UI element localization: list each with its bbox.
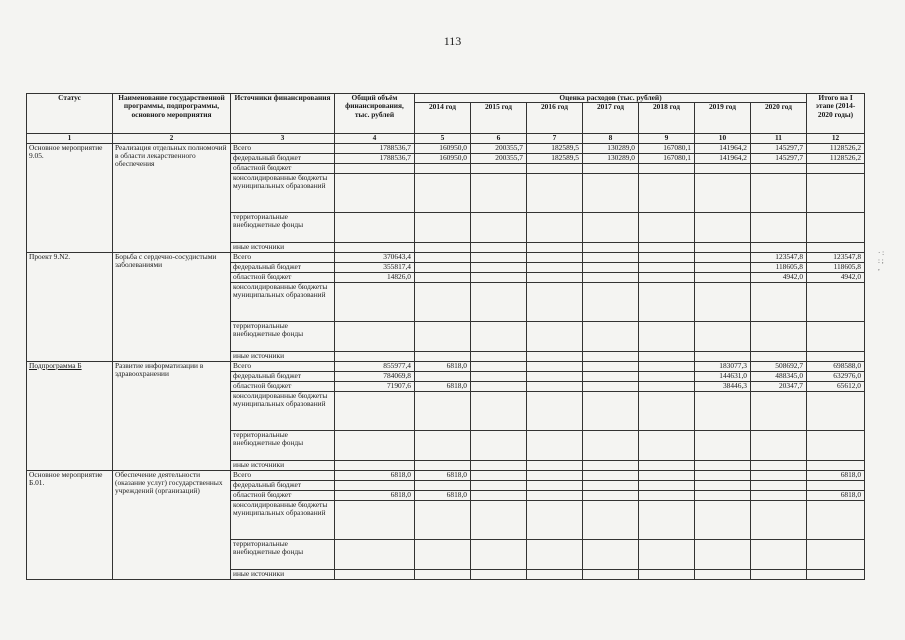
row-value — [639, 242, 695, 252]
row-value — [639, 460, 695, 470]
row-value — [415, 371, 471, 381]
row-source: федеральный бюджет — [231, 371, 335, 381]
row-value — [583, 242, 639, 252]
row-value — [415, 321, 471, 351]
row-value — [471, 371, 527, 381]
row-value — [583, 262, 639, 272]
row-value: 855977,4 — [335, 361, 415, 371]
row-value — [583, 460, 639, 470]
row-value: 6818,0 — [807, 490, 865, 500]
row-value — [751, 351, 807, 361]
row-value — [583, 391, 639, 430]
row-source: консолидированные бюджеты муниципальных образований — [231, 282, 335, 321]
row-value — [415, 539, 471, 569]
row-value — [639, 163, 695, 173]
row-value — [695, 391, 751, 430]
row-source: Всего — [231, 470, 335, 480]
header-row-1 — [27, 94, 865, 103]
row-value — [695, 252, 751, 262]
row-value — [751, 470, 807, 480]
row-value — [335, 321, 415, 351]
col-number: 7 — [527, 134, 583, 143]
row-value: 6818,0 — [415, 490, 471, 500]
header-year: 2019 год — [695, 103, 751, 134]
row-value — [695, 282, 751, 321]
col-number: 11 — [751, 134, 807, 143]
row-source: федеральный бюджет — [231, 262, 335, 272]
row-name: Реализация отдельных полномочий в области лекарственного обеспечения — [113, 143, 231, 252]
row-value: 355817,4 — [335, 262, 415, 272]
row-value — [583, 480, 639, 490]
row-source: иные источники — [231, 569, 335, 579]
row-value — [471, 490, 527, 500]
row-value — [751, 173, 807, 212]
row-value — [415, 173, 471, 212]
row-value — [527, 430, 583, 460]
row-value — [527, 480, 583, 490]
row-source: Всего — [231, 361, 335, 371]
col-number: 3 — [231, 134, 335, 143]
row-status: Основное мероприятие Б.01. — [27, 470, 113, 579]
row-value — [695, 272, 751, 282]
row-value: 6818,0 — [415, 361, 471, 371]
row-value: 6818,0 — [335, 470, 415, 480]
row-source: территориальные внебюджетные фонды — [231, 212, 335, 242]
row-value — [807, 500, 865, 539]
col-number: 8 — [583, 134, 639, 143]
header-stage-total: Итого на I этапе (2014-2020 годы) — [807, 94, 865, 134]
row-value — [527, 500, 583, 539]
row-value — [639, 173, 695, 212]
row-value — [471, 163, 527, 173]
row-value — [639, 272, 695, 282]
row-value — [335, 212, 415, 242]
row-value — [527, 381, 583, 391]
table-row — [27, 143, 865, 153]
row-value — [639, 490, 695, 500]
row-value — [751, 282, 807, 321]
row-value — [335, 163, 415, 173]
row-value — [471, 430, 527, 460]
row-value — [583, 539, 639, 569]
row-value: 118605,8 — [807, 262, 865, 272]
row-value — [415, 242, 471, 252]
row-value — [639, 212, 695, 242]
row-value — [639, 351, 695, 361]
row-value — [807, 173, 865, 212]
col-number: 6 — [471, 134, 527, 143]
row-value — [415, 460, 471, 470]
row-value — [527, 242, 583, 252]
row-value: 6818,0 — [415, 470, 471, 480]
row-value — [335, 173, 415, 212]
row-value — [583, 569, 639, 579]
row-value: 130289,0 — [583, 153, 639, 163]
row-source: иные источники — [231, 460, 335, 470]
row-value — [639, 391, 695, 430]
row-value — [751, 500, 807, 539]
row-value — [335, 351, 415, 361]
row-value — [695, 460, 751, 470]
row-value — [751, 460, 807, 470]
row-source: федеральный бюджет — [231, 480, 335, 490]
financing-table — [26, 93, 865, 580]
row-value — [415, 252, 471, 262]
row-value — [639, 480, 695, 490]
row-value: 182589,5 — [527, 153, 583, 163]
row-value — [695, 490, 751, 500]
row-value — [583, 430, 639, 460]
header-total: Общий объём финансирования, тыс. рублей — [335, 94, 415, 134]
row-value: 4942,0 — [807, 272, 865, 282]
row-value — [583, 252, 639, 262]
row-value — [527, 460, 583, 470]
col-number: 4 — [335, 134, 415, 143]
header-year: 2016 год — [527, 103, 583, 134]
row-value — [807, 569, 865, 579]
row-value: 123547,8 — [807, 252, 865, 262]
row-value: 144631,0 — [695, 371, 751, 381]
row-value — [583, 371, 639, 381]
row-value — [471, 282, 527, 321]
row-value — [695, 351, 751, 361]
row-value: 182589,5 — [527, 143, 583, 153]
row-source: иные источники — [231, 242, 335, 252]
row-value: 200355,7 — [471, 153, 527, 163]
row-value — [751, 163, 807, 173]
row-value — [583, 500, 639, 539]
row-value — [807, 321, 865, 351]
row-value: 38446,3 — [695, 381, 751, 391]
row-value: 160950,0 — [415, 143, 471, 153]
row-value — [583, 163, 639, 173]
row-value — [807, 282, 865, 321]
table-row — [27, 470, 865, 480]
header-year: 2015 год — [471, 103, 527, 134]
row-value — [471, 480, 527, 490]
row-value — [527, 321, 583, 351]
row-value: 200355,7 — [471, 143, 527, 153]
row-value: 1128526,2 — [807, 143, 865, 153]
row-value — [639, 430, 695, 460]
row-value — [527, 262, 583, 272]
row-value — [527, 391, 583, 430]
row-value: 118605,8 — [751, 262, 807, 272]
row-source: консолидированные бюджеты муниципальных образований — [231, 391, 335, 430]
row-value: 370643,4 — [335, 252, 415, 262]
row-value — [471, 500, 527, 539]
header-name: Наименование государственной программы, подпрограммы, основного мероприятия — [113, 94, 231, 134]
row-value: 6818,0 — [807, 470, 865, 480]
header-col-numbers — [27, 134, 865, 143]
row-value — [695, 500, 751, 539]
row-value — [807, 242, 865, 252]
row-value — [335, 569, 415, 579]
row-value — [335, 539, 415, 569]
row-value — [583, 282, 639, 321]
row-value — [471, 212, 527, 242]
row-value: 160950,0 — [415, 153, 471, 163]
col-number: 2 — [113, 134, 231, 143]
row-value — [471, 173, 527, 212]
row-status: Подпрограмма Б — [27, 361, 113, 470]
row-value: 167080,1 — [639, 143, 695, 153]
row-value — [695, 539, 751, 569]
row-value — [751, 242, 807, 252]
row-value — [695, 163, 751, 173]
row-value — [695, 480, 751, 490]
col-number: 5 — [415, 134, 471, 143]
row-value — [583, 490, 639, 500]
row-value — [751, 321, 807, 351]
row-value — [415, 500, 471, 539]
row-source: территориальные внебюджетные фонды — [231, 539, 335, 569]
row-value — [335, 480, 415, 490]
row-value — [527, 470, 583, 480]
row-source: консолидированные бюджеты муниципальных образований — [231, 500, 335, 539]
row-value — [751, 212, 807, 242]
row-value — [751, 430, 807, 460]
row-value — [415, 163, 471, 173]
row-value — [639, 252, 695, 262]
row-value — [807, 212, 865, 242]
row-value: 123547,8 — [751, 252, 807, 262]
row-value: 784069,8 — [335, 371, 415, 381]
row-value — [695, 569, 751, 579]
row-value — [807, 391, 865, 430]
row-value — [583, 321, 639, 351]
row-status: Проект 9.N2. — [27, 252, 113, 361]
row-value — [471, 539, 527, 569]
row-value — [471, 361, 527, 371]
header-year: 2017 год — [583, 103, 639, 134]
row-value — [639, 371, 695, 381]
row-value — [471, 460, 527, 470]
row-value — [471, 252, 527, 262]
row-value — [639, 539, 695, 569]
row-value — [639, 500, 695, 539]
row-value — [335, 391, 415, 430]
row-value — [695, 470, 751, 480]
row-value: 6818,0 — [415, 381, 471, 391]
row-value — [807, 430, 865, 460]
row-value — [639, 282, 695, 321]
row-value — [583, 173, 639, 212]
row-value — [639, 381, 695, 391]
row-value — [583, 212, 639, 242]
page-number: 113 — [443, 34, 462, 48]
col-number: 10 — [695, 134, 751, 143]
row-value: 141964,2 — [695, 143, 751, 153]
row-value: 167080,1 — [639, 153, 695, 163]
row-source: областной бюджет — [231, 163, 335, 173]
row-value: 1788536,7 — [335, 153, 415, 163]
table-row — [27, 361, 865, 371]
margin-marks: · : : ; , — [878, 249, 885, 273]
row-value — [415, 272, 471, 282]
row-value — [695, 430, 751, 460]
row-value — [751, 391, 807, 430]
row-value — [471, 351, 527, 361]
row-value — [583, 470, 639, 480]
row-value — [527, 351, 583, 361]
col-number: 12 — [807, 134, 865, 143]
row-value — [583, 272, 639, 282]
row-name: Борьба с сердечно-сосудистыми заболеваниями — [113, 252, 231, 361]
row-value — [527, 539, 583, 569]
row-value — [415, 262, 471, 272]
row-source: территориальные внебюджетные фонды — [231, 321, 335, 351]
row-value — [695, 242, 751, 252]
row-value — [471, 272, 527, 282]
row-value — [527, 361, 583, 371]
table-row — [27, 252, 865, 262]
row-value — [583, 381, 639, 391]
row-source: территориальные внебюджетные фонды — [231, 430, 335, 460]
row-value — [639, 361, 695, 371]
row-value: 6818,0 — [335, 490, 415, 500]
row-value — [527, 490, 583, 500]
row-value — [527, 282, 583, 321]
row-value — [527, 272, 583, 282]
header-status: Статус — [27, 94, 113, 134]
row-status: Основное мероприятие 9.05. — [27, 143, 113, 252]
row-value — [527, 173, 583, 212]
row-value — [471, 242, 527, 252]
row-value: 14826,0 — [335, 272, 415, 282]
row-value — [807, 480, 865, 490]
row-name: Обеспечение деятельности (оказание услуг) государственных учреждений (организаций) — [113, 470, 231, 579]
row-value: 698588,0 — [807, 361, 865, 371]
row-value: 71907,6 — [335, 381, 415, 391]
row-value — [583, 361, 639, 371]
row-source: Всего — [231, 143, 335, 153]
row-value — [471, 321, 527, 351]
row-value: 20347,7 — [751, 381, 807, 391]
row-value — [415, 430, 471, 460]
row-value: 4942,0 — [751, 272, 807, 282]
row-value — [471, 569, 527, 579]
row-value — [415, 282, 471, 321]
row-source: областной бюджет — [231, 381, 335, 391]
row-value: 145297,7 — [751, 143, 807, 153]
row-value — [415, 480, 471, 490]
row-value — [751, 539, 807, 569]
row-value: 1128526,2 — [807, 153, 865, 163]
row-value — [583, 351, 639, 361]
row-value — [807, 539, 865, 569]
col-number: 1 — [27, 134, 113, 143]
row-value — [751, 490, 807, 500]
row-value — [335, 430, 415, 460]
row-value — [807, 460, 865, 470]
row-value — [639, 262, 695, 272]
row-value: 632976,0 — [807, 371, 865, 381]
row-value — [471, 262, 527, 272]
row-value — [807, 163, 865, 173]
header-year: 2018 год — [639, 103, 695, 134]
row-source: консолидированные бюджеты муниципальных образований — [231, 173, 335, 212]
row-value — [415, 391, 471, 430]
row-value — [695, 262, 751, 272]
row-value: 1788536,7 — [335, 143, 415, 153]
row-value — [639, 569, 695, 579]
row-source: федеральный бюджет — [231, 153, 335, 163]
row-value — [335, 282, 415, 321]
row-value — [695, 321, 751, 351]
row-source: областной бюджет — [231, 490, 335, 500]
row-value: 141964,2 — [695, 153, 751, 163]
row-value — [639, 321, 695, 351]
row-value — [415, 569, 471, 579]
row-source: иные источники — [231, 351, 335, 361]
row-value — [527, 569, 583, 579]
row-value — [335, 500, 415, 539]
row-name: Развитие информатизации в здравоохранении — [113, 361, 231, 470]
row-value — [471, 381, 527, 391]
row-source: Всего — [231, 252, 335, 262]
row-value — [807, 351, 865, 361]
row-value — [335, 460, 415, 470]
row-value — [527, 163, 583, 173]
row-value — [639, 470, 695, 480]
row-value: 130289,0 — [583, 143, 639, 153]
row-value — [695, 212, 751, 242]
row-source: областной бюджет — [231, 272, 335, 282]
header-sources: Источники финансирования — [231, 94, 335, 134]
row-value — [751, 569, 807, 579]
row-value — [335, 242, 415, 252]
row-value — [415, 351, 471, 361]
header-year: 2020 год — [751, 103, 807, 134]
row-value — [695, 173, 751, 212]
row-value — [471, 470, 527, 480]
row-value: 65612,0 — [807, 381, 865, 391]
row-value: 145297,7 — [751, 153, 807, 163]
header-year: 2014 год — [415, 103, 471, 134]
row-value — [751, 480, 807, 490]
row-value — [471, 391, 527, 430]
col-number: 9 — [639, 134, 695, 143]
row-value — [527, 252, 583, 262]
row-value — [415, 212, 471, 242]
header-estimate: Оценка расходов (тыс. рублей) — [415, 94, 807, 103]
row-value: 183077,3 — [695, 361, 751, 371]
row-value — [527, 212, 583, 242]
row-value: 508692,7 — [751, 361, 807, 371]
row-value: 488345,0 — [751, 371, 807, 381]
table-body — [27, 143, 865, 579]
row-value — [527, 371, 583, 381]
